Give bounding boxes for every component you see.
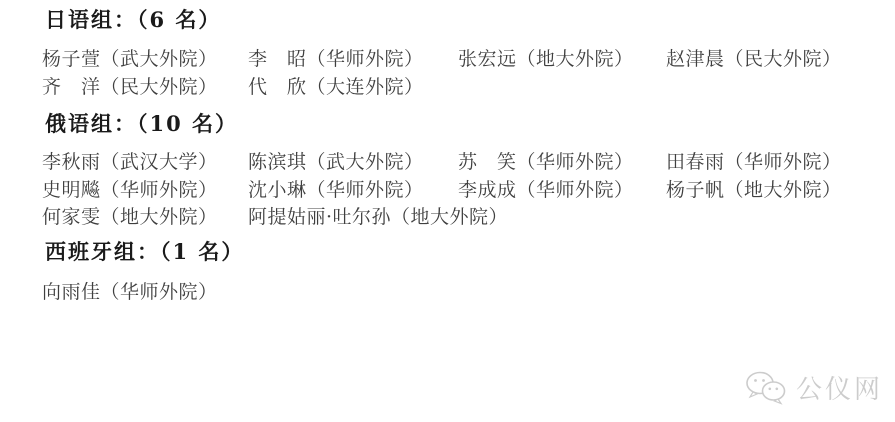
name-entry: 向雨佳（华师外院） [42, 281, 218, 303]
wechat-icon [744, 370, 788, 406]
group-title: 日语组：（6 名） [45, 7, 222, 32]
watermark [744, 369, 883, 406]
name-entry: 代 欣（大连外院） [248, 76, 424, 98]
name-entry: 赵津晨（民大外院） [666, 48, 842, 70]
name-entry: 沈小琳（华师外院） [248, 179, 424, 201]
name-entry: 何家雯（地大外院） [42, 206, 218, 228]
name-entry: 李 昭（华师外院） [248, 48, 424, 70]
name-entry: 苏 笑（华师外院） [458, 151, 634, 173]
watermark-label: 公仪网 [795, 375, 883, 405]
name-entry: 陈滨琪（武大外院） [248, 151, 424, 173]
name-entry: 田春雨（华师外院） [666, 151, 842, 173]
name-entry: 杨子帆（地大外院） [666, 179, 842, 201]
name-entry: 杨子萱（武大外院） [42, 48, 218, 70]
group-title: 西班牙组：（1 名） [45, 239, 245, 264]
name-entry: 张宏远（地大外院） [458, 48, 634, 70]
name-entry: 李秋雨（武汉大学） [42, 151, 218, 173]
name-entry: 阿提姑丽·吐尔孙（地大外院） [248, 206, 509, 228]
name-entry: 齐 洋（民大外院） [42, 76, 218, 98]
group-title: 俄语组：（10 名） [45, 111, 239, 136]
name-entry: 史明飚（华师外院） [42, 179, 218, 201]
name-entry: 李成成（华师外院） [458, 179, 634, 201]
